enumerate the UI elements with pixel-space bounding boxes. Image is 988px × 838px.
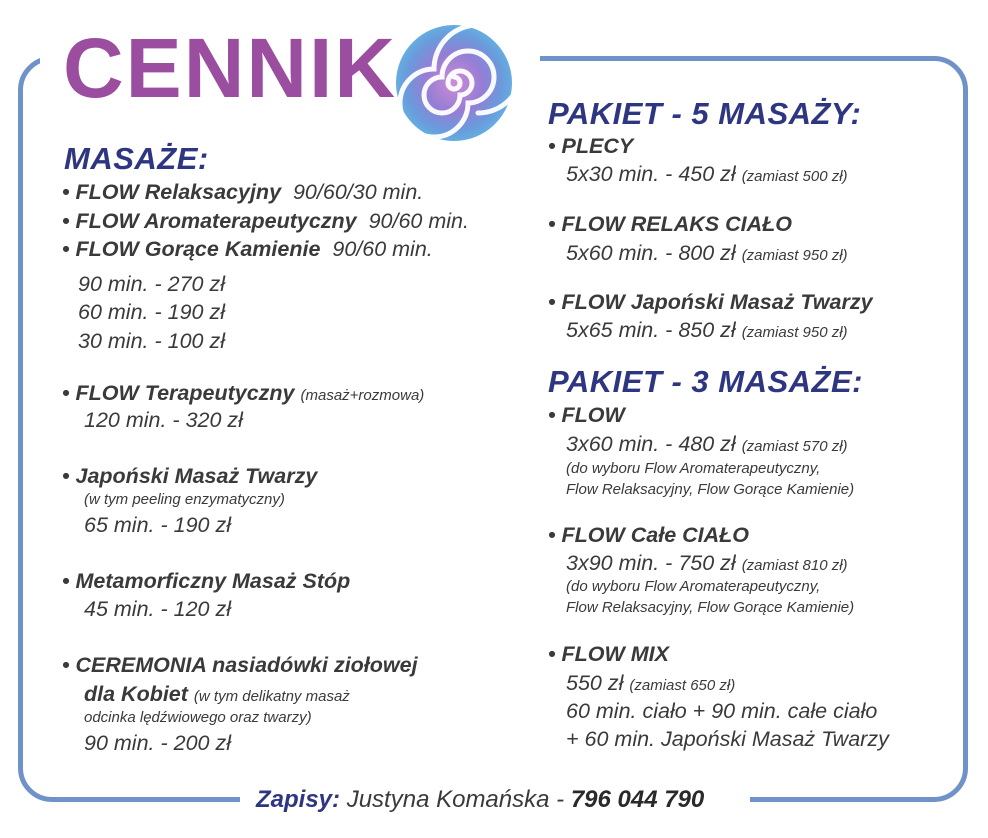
pakiet5-relaks-price: 5x60 min. - 800 zł (zamiast 950 zł) <box>566 241 848 265</box>
booking-phone[interactable]: 796 044 790 <box>570 786 705 813</box>
flow-aroma-item: • FLOW Aromaterapeutyczny 90/60 min. <box>62 209 469 233</box>
pakiet3-cale: • FLOW Całe CIAŁO <box>548 523 750 547</box>
japonski-note: (w tym peeling enzymatyczny) <box>84 491 285 508</box>
japonski-price: 65 min. - 190 zł <box>84 513 231 537</box>
booking-label: Zapisy: <box>256 786 341 813</box>
pakiet3-flow-price: 3x60 min. - 480 zł (zamiast 570 zł) <box>566 432 848 456</box>
spiral-logo-icon <box>384 17 524 147</box>
pakiet3-flow-note2: Flow Relaksacyjny, Flow Gorące Kamienie) <box>566 481 855 498</box>
pakiet5-heading: PAKIET - 5 MASAŻY: <box>548 96 862 131</box>
flow-relaks-item: • FLOW Relaksacyjny 90/60/30 min. <box>62 180 424 204</box>
japonski-item: • Japoński Masaż Twarzy <box>62 464 318 488</box>
ceremonia-price: 90 min. - 200 zł <box>84 731 231 755</box>
booking-name: Justyna Komańska - <box>346 786 565 813</box>
terapeutyczny-price: 120 min. - 320 zł <box>84 408 243 432</box>
pakiet3-mix-line1: 60 min. ciało + 90 min. całe ciało <box>566 699 878 723</box>
pakiet5-japonski: • FLOW Japoński Masaż Twarzy <box>548 290 873 314</box>
ceremonia-item: • CEREMONIA nasiadówki ziołowej <box>62 653 418 677</box>
ceremonia-item-line2: dla Kobiet (w tym delikatny masaż <box>84 682 350 706</box>
massages-heading: MASAŻE: <box>64 141 209 176</box>
pakiet5-plecy-price: 5x30 min. - 450 zł (zamiast 500 zł) <box>566 162 848 186</box>
flow-price-90: 90 min. - 270 zł <box>78 272 225 296</box>
flow-price-30: 30 min. - 100 zł <box>78 329 225 353</box>
pakiet3-heading: PAKIET - 3 MASAŻE: <box>548 364 863 399</box>
flow-price-60: 60 min. - 190 zł <box>78 300 225 324</box>
terapeutyczny-item: • FLOW Terapeutyczny (masaż+rozmowa) <box>62 381 425 405</box>
pakiet3-mix: • FLOW MIX <box>548 642 669 666</box>
pakiet5-relaks: • FLOW RELAKS CIAŁO <box>548 212 793 236</box>
pakiet3-cale-price: 3x90 min. - 750 zł (zamiast 810 zł) <box>566 551 848 575</box>
flow-kamienie-item: • FLOW Gorące Kamienie 90/60 min. <box>62 237 433 261</box>
stopy-price: 45 min. - 120 zł <box>84 597 231 621</box>
pakiet3-flow-note1: (do wyboru Flow Aromaterapeutyczny, <box>566 460 821 477</box>
pakiet5-plecy: • PLECY <box>548 134 634 158</box>
pakiet3-cale-note2: Flow Relaksacyjny, Flow Gorące Kamienie) <box>566 599 855 616</box>
page-title: CENNIK <box>63 21 398 115</box>
pakiet3-mix-price: 550 zł (zamiast 650 zł) <box>566 671 736 695</box>
booking-footer <box>256 788 704 812</box>
pakiet3-cale-note1: (do wyboru Flow Aromaterapeutyczny, <box>566 578 821 595</box>
pakiet5-japonski-price: 5x65 min. - 850 zł (zamiast 950 zł) <box>566 318 848 342</box>
pakiet3-flow: • FLOW <box>548 403 625 427</box>
ceremonia-note: odcinka lędźwiowego oraz twarzy) <box>84 709 312 726</box>
pakiet3-mix-line2: + 60 min. Japoński Masaż Twarzy <box>566 727 889 751</box>
stopy-item: • Metamorficzny Masaż Stóp <box>62 569 351 593</box>
